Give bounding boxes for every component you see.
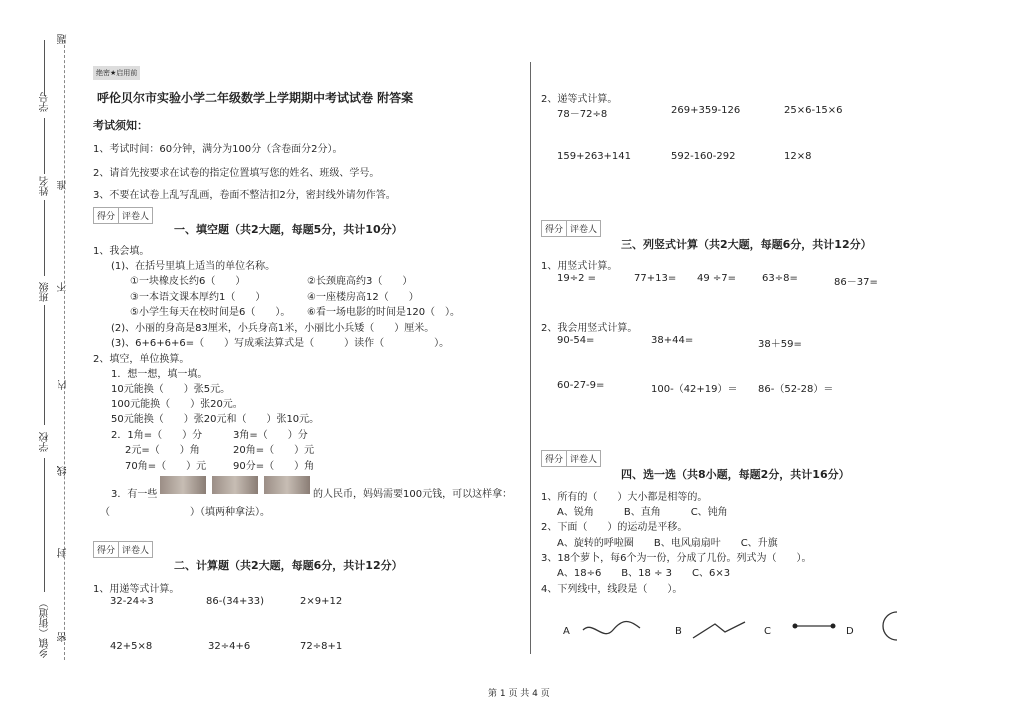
- question-text: ④一座楼房高12（ ）: [307, 292, 419, 303]
- question-text: ③一本语文课本厚约1（ ）: [130, 292, 266, 303]
- question-text: 10元能换（ ）张5元。: [111, 384, 231, 395]
- question-text: ⑥看一场电影的时间是120（ ）。: [307, 307, 461, 318]
- curve-figure: [583, 622, 640, 634]
- question-text: ⑤小学生每天在校时间是6（ ）。: [130, 307, 291, 318]
- question-text: 1、用递等式计算。: [93, 584, 180, 595]
- score-label: 得分: [97, 212, 116, 222]
- expression: 90-54=: [557, 335, 595, 346]
- expression: 19÷2 =: [557, 273, 597, 284]
- grader-label: 评卷人: [118, 208, 152, 223]
- expression: 269+359-126: [671, 105, 741, 116]
- arc-figure: [883, 612, 897, 640]
- expression: 63÷8=: [762, 273, 798, 284]
- margin-label: 准: [58, 180, 69, 190]
- margin-label: 密: [58, 632, 69, 642]
- margin-label: 班级: [40, 282, 51, 302]
- margin-label: 姓名: [40, 176, 51, 196]
- expression: 159+263+141: [557, 151, 632, 162]
- line-figures: [575, 610, 905, 650]
- choice-options: A、18÷6 B、18 ÷ 3 C、6×3: [557, 568, 731, 579]
- banknote-image: [264, 476, 310, 494]
- margin-label: 学号: [40, 92, 51, 112]
- question-text: 1、所有的（ ）大小都是相等的。: [541, 492, 708, 503]
- expression: 25×6-15×6: [784, 105, 843, 116]
- expression: 42+5×8: [110, 641, 153, 652]
- question-text: 2、填空，单位换算。: [93, 354, 190, 365]
- notice-heading: 考试须知：: [93, 119, 148, 132]
- expression: 86-(34+33): [206, 596, 264, 607]
- page-number: 第 1 页 共 4 页: [488, 689, 550, 699]
- broken-line-figure: [693, 622, 745, 638]
- expression: 100-（42+19）＝: [651, 384, 738, 395]
- margin-label: 乡镇（街道）: [40, 598, 51, 658]
- question-text: (1)、在括号里填上适当的单位名称。: [111, 261, 276, 272]
- expression: 32÷4+6: [208, 641, 251, 652]
- question-text: 4、下列线中，线段是（ ）。: [541, 584, 683, 595]
- expression: 592-160-292: [671, 151, 736, 162]
- expression: 2×9+12: [300, 596, 343, 607]
- page-title: 呼伦贝尔市实验小学二年级数学上学期期中考试试卷 附答案: [97, 91, 414, 105]
- margin-label: 学校: [40, 432, 51, 452]
- notice-item: 1、考试时间：60分钟，满分为100分（含卷面分2分）。: [93, 144, 343, 155]
- question-text: 1．想一想，填一填。: [111, 369, 208, 380]
- section-title: 一、填空题（共2大题，每题5分，共计10分）: [174, 223, 403, 236]
- margin-label: 题: [58, 34, 69, 44]
- margin-label: 不: [58, 282, 69, 292]
- expression: 38＋59=: [758, 339, 802, 350]
- question-text: 3角=（ ）分: [233, 430, 308, 441]
- expression: 78－72÷8: [557, 109, 608, 120]
- margin-label: 线: [58, 466, 69, 476]
- banknote-image: [160, 476, 206, 494]
- banknote-image: [212, 476, 258, 494]
- notice-item: 3、不要在试卷上乱写乱画，卷面不整洁扣2分，密封线外请勿作答。: [93, 190, 396, 201]
- question-text: 3、18个萝卜，每6个为一份，分成了几份。列式为（ ）。: [541, 553, 812, 564]
- choice-options: A、锐角 B、直角 C、钝角: [557, 507, 728, 518]
- question-text: 50元能换（ ）张20元和（ ）张10元。: [111, 414, 320, 425]
- option-label: B: [675, 626, 682, 637]
- expression: 38+44=: [651, 335, 694, 346]
- question-text: (2)、小丽的身高是83厘米，小兵身高1米，小丽比小兵矮（ ）厘米。: [111, 323, 435, 334]
- margin-label: 内: [58, 380, 69, 390]
- question-text: 20角=（ ）元: [233, 445, 315, 456]
- segment-endpoint: [831, 624, 836, 629]
- option-label: A: [563, 626, 570, 637]
- expression: 32-24÷3: [110, 596, 154, 607]
- score-label: 得分: [545, 225, 564, 235]
- confidential-badge: 绝密★启用前: [93, 66, 140, 80]
- segment-endpoint: [793, 624, 798, 629]
- question-text: (3)、6+6+6+6=（ ）写成乘法算式是（ ）读作（ ）。: [111, 338, 450, 349]
- score-box: [93, 541, 153, 558]
- option-label: C: [764, 626, 771, 637]
- section-title: 三、列竖式计算（共2大题，每题6分，共计12分）: [621, 238, 872, 251]
- expression: 77+13=: [634, 273, 677, 284]
- expression: 72÷8+1: [300, 641, 343, 652]
- column-divider: [530, 62, 531, 654]
- question-text: 2、递等式计算。: [541, 94, 618, 105]
- score-box: [541, 220, 601, 237]
- expression: 49 ÷7=: [697, 273, 737, 284]
- section-title: 四、选一选（共8小题，每题2分，共计16分）: [621, 468, 850, 481]
- question-text: 100元能换（ ）张20元。: [111, 399, 243, 410]
- binding-dashed-line: [64, 40, 65, 660]
- question-text: 90分=（ ）角: [233, 461, 315, 472]
- question-text: 1、我会填。: [93, 246, 150, 257]
- question-text: （ ）（填两种拿法）。: [100, 507, 270, 518]
- question-text: 1、用竖式计算。: [541, 261, 618, 272]
- section-title: 二、计算题（共2大题，每题6分，共计12分）: [174, 559, 403, 572]
- grader-label: 评卷人: [566, 451, 600, 466]
- question-text: 2、下面（ ）的运动是平移。: [541, 522, 688, 533]
- question-text: ①一块橡皮长约6（ ）: [130, 276, 246, 287]
- option-label: D: [846, 626, 854, 637]
- expression: 86-（52-28）＝: [758, 384, 834, 395]
- notice-item: 2、请首先按要求在试卷的指定位置填写您的姓名、班级、学号。: [93, 168, 380, 179]
- expression: 86－37=: [834, 277, 878, 288]
- score-label: 得分: [97, 546, 116, 556]
- question-text: 3．有一些: [111, 489, 158, 500]
- question-text: 2．1角=（ ）分: [111, 430, 203, 441]
- margin-label: 封: [58, 548, 69, 558]
- grader-label: 评卷人: [566, 221, 600, 236]
- choice-options: A、旋转的呼啦圈 B、电风扇扇叶 C、升旗: [557, 538, 778, 549]
- question-text: 70角=（ ）元: [125, 461, 207, 472]
- score-box: [541, 450, 601, 467]
- expression: 60-27-9=: [557, 380, 605, 391]
- score-label: 得分: [545, 455, 564, 465]
- expression: 12×8: [784, 151, 812, 162]
- score-box: [93, 207, 153, 224]
- question-text: ②长颈鹿高约3（ ）: [307, 276, 413, 287]
- question-text: 2、我会用竖式计算。: [541, 323, 638, 334]
- question-text: 的人民币，妈妈需要100元钱，可以这样拿：: [313, 489, 513, 500]
- grader-label: 评卷人: [118, 542, 152, 557]
- question-text: 2元=（ ）角: [125, 445, 200, 456]
